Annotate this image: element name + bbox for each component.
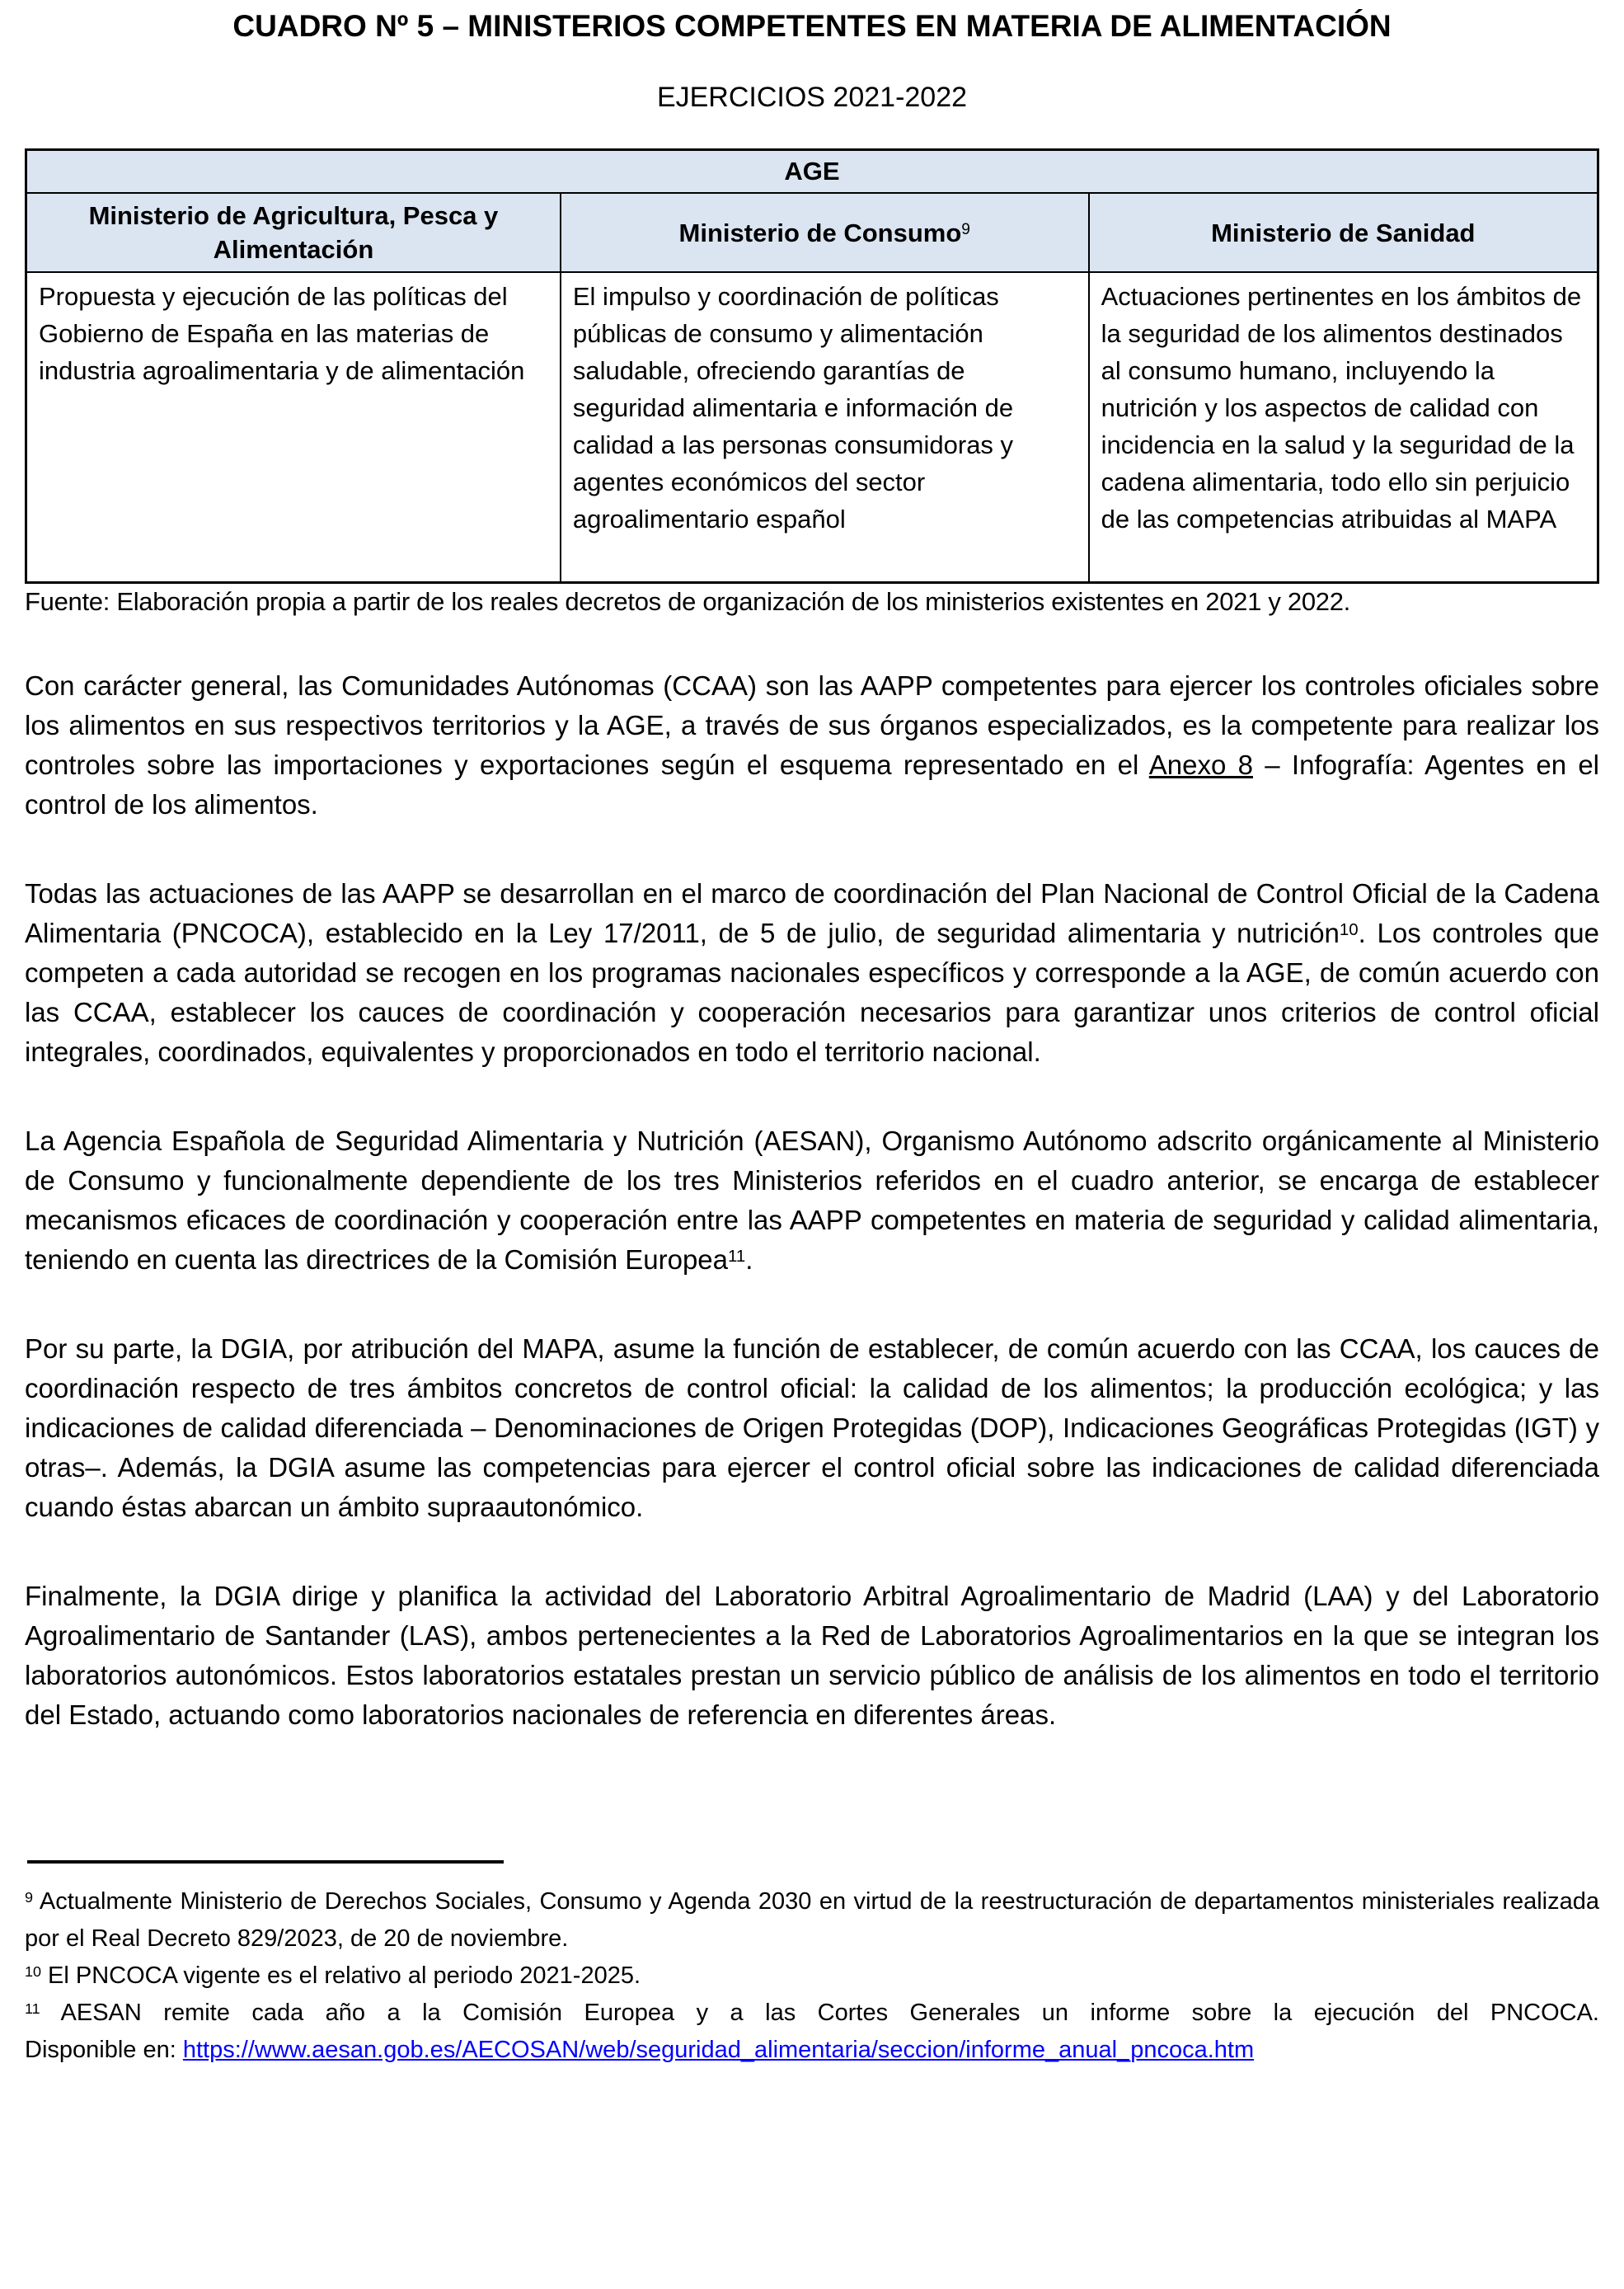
- paragraph-aesan: [25, 1121, 1599, 1280]
- paragraph-pncoca: [25, 874, 1599, 1072]
- age-header-row: [26, 150, 1598, 194]
- page-subtitle: EJERCICIOS 2021-2022: [656, 82, 968, 113]
- paragraph-dgia: Por su parte, la DGIA, por atribución del MAPA, asume la función de establecer, de común acuerdo con las CCAA, los cauces de coordinación respecto de tres ámbitos concretos de control oficial: la calidad de los alimentos; la producción ecológica; y las indicaciones de calidad diferenciada – Denominaciones de Origen Protegidas (DOP), Indicaciones Geográficas Protegidas (IGT) y otras–. Además, la DGIA asume las competencias para ejercer el control oficial sobre las indicaciones de calidad diferenciada cuando éstas abarcan un ámbito supraautonómico.: [25, 1333, 1599, 1522]
- footnote-11-marker: 11: [25, 2000, 40, 2017]
- column-header-sanidad: [1089, 193, 1598, 272]
- footnote-ref-11: 11: [728, 1246, 746, 1266]
- cell-consumo-competencias: El impulso y coordinación de políticas públicas de consumo y alimentación saludable, ofreciendo garantías de seguridad alimentaria e información de calidad a las personas consumidoras y agentes económicos del sector agroalimentario español: [561, 272, 1089, 582]
- cell-agricultura-competencias: Propuesta y ejecución de las políticas del Gobierno de España en las materias de industria agroalimentaria y de alimentación: [26, 272, 561, 582]
- footnote-ref-10: 10: [1339, 919, 1359, 939]
- column-header-sanidad-label: Ministerio de Sanidad: [1211, 218, 1476, 247]
- footnote-11-link-label: Disponible en:: [25, 2036, 183, 2063]
- paragraph-text: . Los controles que competen a cada autoridad se recogen en los programas nacionales específicos y corresponde a la AGE, de común acuerdo con las CCAA, establecer los cauces de coordinación y cooperación necesarios para garantizar unos criterios de control oficial integrales, coordinados, equivalentes y proporcionados en todo el territorio nacional.: [25, 917, 1599, 1067]
- footnote-9-marker: 9: [25, 1888, 33, 1906]
- footnote-9-text: Actualmente Ministerio de Derechos Sociales, Consumo y Agenda 2030 en virtud de la reestructuración de departamentos ministeriales realizada por el Real Decreto 829/2023, de 20 de noviembre.: [25, 1887, 1599, 1952]
- footnote-10: [25, 1958, 1599, 1995]
- paragraph-text: Todas las actuaciones de las AAPP se desarrollan en el marco de coordinación del Plan Nacional de Control Oficial de la Cadena Alimentaria (PNCOCA), establecido en la Ley 17/2011, de 5 de julio, de seguridad alimentaria y nutrición: [25, 877, 1599, 948]
- column-headers-row: [26, 193, 1598, 272]
- age-header-cell: AGE: [26, 150, 1598, 194]
- footnote-10-marker: 10: [25, 1962, 41, 1980]
- aesan-report-link[interactable]: https://www.aesan.gob.es/AECOSAN/web/seguridad_alimentaria/seccion/informe_anual_pncoca.htm: [182, 2036, 1255, 2063]
- footnote-10-text: El PNCOCA vigente es el relativo al periodo 2021-2025.: [41, 1962, 641, 1989]
- paragraph-text: Con carácter general, las Comunidades Autónomas (CCAA) son las AAPP competentes para ejercer los controles oficiales sobre los alimentos en sus respectivos territorios y la AGE, a través de sus órganos especializados, es la competente para realizar los controles sobre las importaciones y exportaciones según el esquema representado en el: [25, 670, 1599, 780]
- paragraph-ccaa-age: [25, 666, 1599, 825]
- column-header-agricultura-label: Ministerio de Agricultura, Pesca y Alimentación: [88, 201, 499, 264]
- footnotes-section: [25, 1860, 1599, 2069]
- column-header-agricultura: [26, 193, 561, 272]
- footnote-11-text: AESAN remite cada año a la Comisión Europea y a las Cortes Generales un informe sobre la ejecución del PNCOCA.: [40, 1999, 1599, 2026]
- paragraph-laboratorios: Finalmente, la DGIA dirige y planifica la actividad del Laboratorio Arbitral Agroalimentario de Madrid (LAA) y del Laboratorio Agroalimentario de Santander (LAS), ambos pertenecientes a la Red de Laboratorios Agroalimentarios en la que se integran los laboratorios autonómicos. Estos laboratorios estatales prestan un servicio público de análisis de los alimentos en todo el territorio del Estado, actuando como laboratorios nacionales de referencia en diferentes áreas.: [25, 1580, 1599, 1730]
- column-header-consumo: [561, 193, 1089, 272]
- table-source-note: Fuente: Elaboración propia a partir de los reales decretos de organización de los ministerios existentes en 2021 y 2022.: [25, 586, 1350, 616]
- anexo-8-link[interactable]: Anexo 8: [1148, 749, 1253, 780]
- cell-sanidad-competencias: Actuaciones pertinentes en los ámbitos de la seguridad de los alimentos destinados al consumo humano, incluyendo la nutrición y los aspectos de calidad con incidencia en la salud y la seguridad de la cadena alimentaria, todo ello sin perjuicio de las competencias atribuidas al MAPA: [1089, 272, 1598, 582]
- page-title: CUADRO Nº 5 – MINISTERIOS COMPETENTES EN MATERIA DE ALIMENTACIÓN: [232, 9, 1392, 43]
- column-header-consumo-label: Ministerio de Consumo: [678, 218, 962, 247]
- paragraph-text: .: [745, 1243, 753, 1275]
- table-body-row: [26, 272, 1598, 582]
- footnote-9: [25, 1883, 1599, 1958]
- footnote-separator-rule: [27, 1860, 504, 1864]
- paragraph-text: La Agencia Española de Seguridad Alimentaria y Nutrición (AESAN), Organismo Autónomo adscrito orgánicamente al Ministerio de Consumo y funcionalmente dependiente de los tres Ministerios referidos en el cuadro anterior, se encarga de establecer mecanismos eficaces de coordinación y cooperación entre las AAPP competentes en materia de seguridad y calidad alimentaria, teniendo en cuenta las directrices de la Comisión Europea: [25, 1125, 1599, 1275]
- footnote-11-link-line: [25, 2032, 1254, 2069]
- ministries-table: [25, 148, 1599, 584]
- footnote-11: [25, 1995, 1599, 2069]
- footnote-ref-9: 9: [961, 221, 970, 239]
- paragraph-text: – Infografía: Agentes en el control de los alimentos.: [25, 749, 1600, 820]
